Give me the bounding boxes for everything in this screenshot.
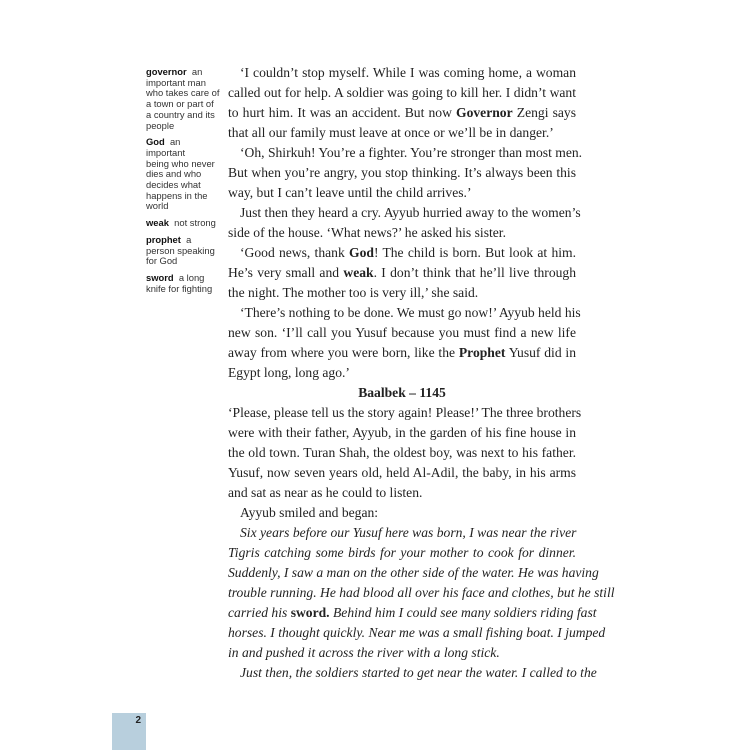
glossary-line	[146, 256, 222, 267]
paragraph	[228, 303, 581, 383]
text-run: Baalbek – 1145	[358, 385, 446, 400]
text-run: ‘Please, please tell us the story again! Please!’ The three brothers	[228, 405, 582, 420]
text-run: He’s very small and	[228, 265, 344, 280]
text-line	[228, 563, 599, 583]
text-line	[228, 643, 576, 663]
text-line	[228, 123, 576, 143]
text-run: called out for help. A soldier was going to kill her. I didn’t want	[228, 85, 576, 100]
text-run: Six years before our Yusuf here was born, I was near the river	[240, 525, 577, 540]
glossary-definition: world	[146, 200, 169, 212]
glossary-term: Governor	[456, 105, 513, 120]
text-run: ! The child is born. But look at him.	[373, 245, 576, 260]
glossary-word: sword	[146, 271, 174, 283]
glossary-definition: knife for fighting	[146, 282, 213, 294]
text-line	[228, 383, 576, 403]
text-run: way, but I can’t leave until the child arrives.’	[228, 185, 472, 200]
glossary-line	[146, 218, 222, 229]
glossary-entry	[146, 218, 222, 229]
paragraph	[228, 663, 597, 683]
text-run: carried his	[228, 605, 291, 620]
text-line	[228, 63, 576, 83]
glossary-definition: people	[146, 119, 175, 131]
text-line	[228, 323, 576, 343]
text-run: new son. ‘I’ll call you Yusuf because you must find a new life	[228, 325, 576, 340]
text-line	[228, 543, 576, 563]
text-run: Yusuf did in	[505, 345, 577, 360]
text-line	[228, 403, 582, 423]
glossary-definition: a long	[178, 271, 205, 283]
glossary-line	[146, 137, 222, 158]
text-line	[228, 303, 581, 323]
glossary-definition: being who never	[146, 157, 215, 169]
text-line	[228, 603, 597, 623]
text-line	[228, 163, 576, 183]
glossary-term: God	[349, 245, 374, 260]
paragraph	[228, 503, 576, 523]
text-line	[228, 583, 615, 603]
text-run: horses. I thought quickly. Near me was a small fishing boat. I jumped	[228, 625, 606, 640]
text-run: away from where you were born, like the	[228, 345, 459, 360]
page-number-tab	[112, 713, 146, 750]
text-line	[228, 243, 576, 263]
text-line	[228, 423, 576, 443]
glossary-entry	[146, 137, 222, 212]
text-run: Just then, the soldiers started to get near the water. I called to the	[240, 665, 597, 680]
text-line	[228, 523, 576, 543]
text-line	[228, 623, 606, 643]
text-run: ‘Oh, Shirkuh! You’re a fighter. You’re stronger than most men.	[240, 145, 583, 160]
text-line	[228, 223, 576, 243]
glossary-word: weak	[146, 217, 169, 229]
text-line	[228, 663, 597, 683]
text-line	[228, 463, 576, 483]
text-run: Tigris catching some birds for your mother to cook for dinner.	[228, 545, 576, 560]
glossary-definition: a country and its	[146, 108, 215, 120]
glossary-word: God	[146, 136, 165, 148]
glossary-definition: a town or part of	[146, 98, 214, 110]
paragraph	[228, 523, 615, 663]
text-run: side of the house. ‘What news?’ he asked his sister.	[228, 225, 506, 240]
glossary-definition: who takes care of	[146, 87, 220, 99]
text-run: ‘Good news, thank	[240, 245, 349, 260]
glossary-entry	[146, 273, 222, 294]
text-run: the old town. Turan Shah, the oldest boy, was next to his father.	[228, 445, 576, 460]
paragraph	[228, 243, 576, 303]
text-run: Egypt long, long ago.’	[228, 365, 350, 380]
text-run: in and pushed it across the river with a long stick.	[228, 645, 500, 660]
section-heading	[228, 383, 576, 403]
text-run: But when you’re angry, you stop thinking. It’s always been this	[228, 165, 576, 180]
text-run: trouble running. He had blood all over his face and clothes, but he still	[228, 585, 615, 600]
text-line	[228, 203, 581, 223]
story-text	[228, 63, 615, 683]
glossary-definition: dies and who	[146, 168, 202, 180]
text-run: Zengi says	[512, 105, 576, 120]
page-number: 2	[135, 715, 141, 726]
text-run: Suddenly, I saw a man on the other side of the water. He was having	[228, 565, 599, 580]
text-run: Yusuf, now seven years old, held Al-Adil, the baby, in his arms	[228, 465, 576, 480]
text-run: . I don’t think that he’ll live through	[373, 265, 577, 280]
text-line	[228, 83, 576, 103]
text-line	[228, 263, 576, 283]
paragraph	[228, 403, 582, 503]
text-run: and sat as near as he could to listen.	[228, 485, 423, 500]
text-line	[228, 503, 576, 523]
text-run: Ayyub smiled and began:	[240, 505, 379, 520]
glossary-definition: not strong	[174, 217, 216, 229]
glossary-line	[146, 201, 222, 212]
glossary-term: weak	[343, 265, 374, 280]
text-run: Behind him I could see many soldiers riding fast	[329, 605, 597, 620]
text-line	[228, 143, 583, 163]
glossary-definition: important man	[146, 76, 206, 88]
text-line	[228, 443, 576, 463]
glossary-entry	[146, 67, 222, 131]
paragraph	[228, 203, 581, 243]
glossary-definition: an	[191, 66, 203, 77]
glossary-definition: a	[186, 233, 192, 245]
glossary-definition: for God	[146, 255, 178, 267]
glossary-sidebar	[146, 67, 222, 300]
paragraph	[228, 63, 576, 143]
glossary-definition: happens in the	[146, 189, 208, 201]
text-line	[228, 283, 576, 303]
text-run: that all our family must leave at once or we’ll be in danger.’	[228, 125, 554, 140]
glossary-definition: person speaking	[146, 244, 215, 256]
glossary-word: governor	[146, 66, 187, 77]
text-line	[228, 183, 576, 203]
glossary-word: prophet	[146, 233, 181, 245]
text-run: Just then they heard a cry. Ayyub hurried away to the women’s	[240, 205, 581, 220]
text-run: were with their father, Ayyub, in the garden of his fine house in	[228, 425, 576, 440]
glossary-term: sword.	[290, 605, 330, 620]
text-run: ‘I couldn’t stop myself. While I was coming home, a woman	[240, 65, 576, 80]
glossary-definition: an important	[146, 136, 186, 158]
text-line	[228, 103, 576, 123]
glossary-definition: decides what	[146, 179, 201, 191]
text-line	[228, 363, 576, 383]
glossary-line	[146, 121, 222, 132]
text-run: ‘There’s nothing to be done. We must go now!’ Ayyub held his	[240, 305, 581, 320]
text-line	[228, 343, 576, 363]
glossary-entry	[146, 235, 222, 267]
paragraph	[228, 143, 583, 203]
text-run: to hurt him. It was an accident. But now	[228, 105, 457, 120]
glossary-line	[146, 284, 222, 295]
text-run: the night. The mother too is very ill,’ she said.	[228, 285, 479, 300]
text-line	[228, 483, 576, 503]
glossary-term: Prophet	[458, 345, 506, 360]
